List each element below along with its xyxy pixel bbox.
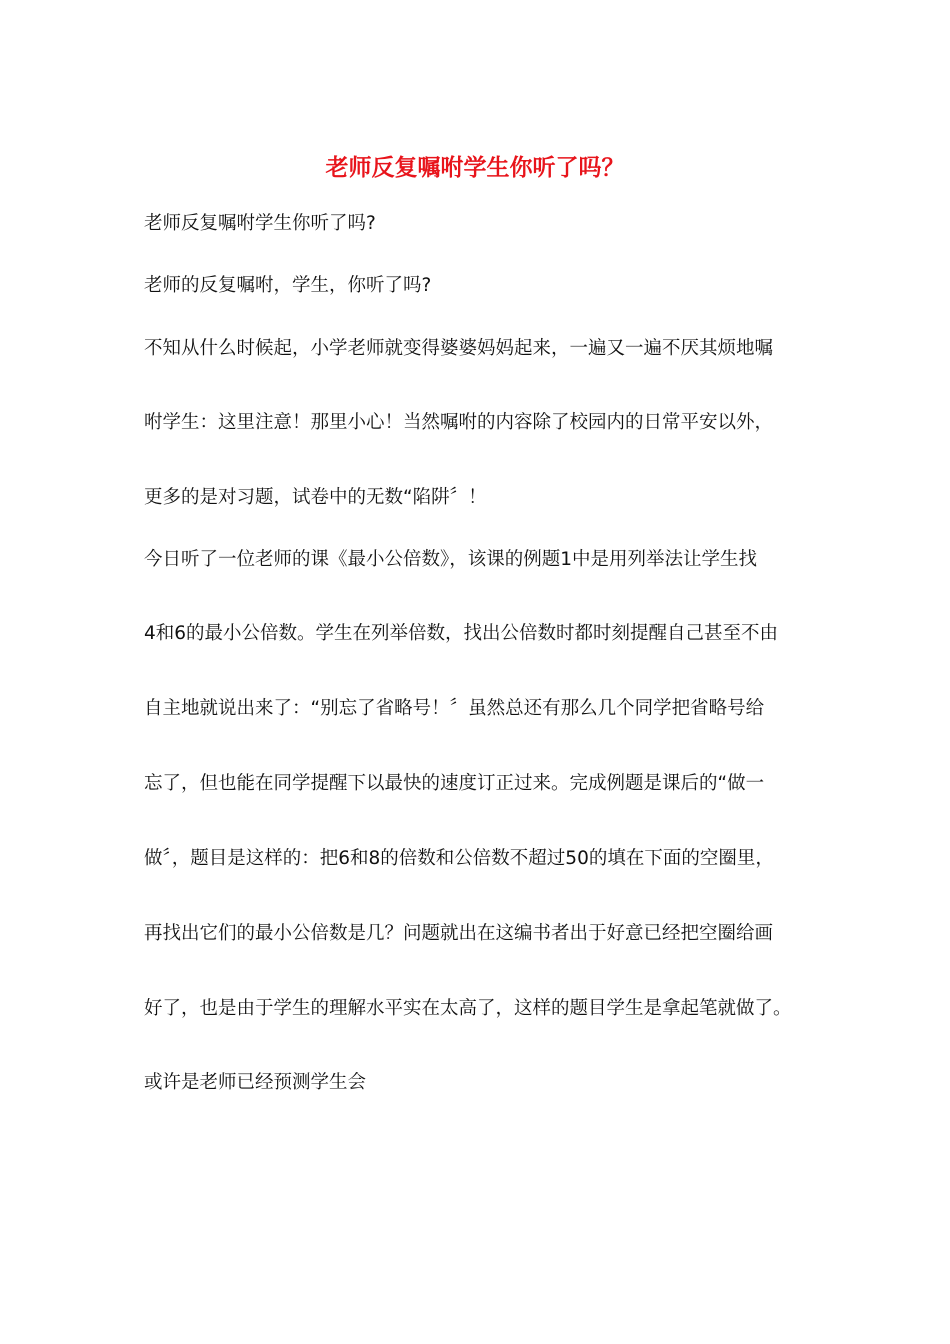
text-line-4: 咐学生：这里注意！那里小心！当然嘱咐的内容除了校园内的日常平安以外， bbox=[144, 412, 774, 433]
text-line-12: 好了，也是由于学生的理解水平实在太高了，这样的题目学生是拿起笔就做了。 bbox=[144, 998, 792, 1019]
text-line-3: 不知从什么时候起，小学老师就变得婆婆妈妈起来，一遍又一遍不厌其烦地嘱 bbox=[144, 338, 774, 359]
text-line-11: 再找出它们的最小公倍数是几？问题就出在这编书者出于好意已经把空圈给画 bbox=[144, 923, 774, 944]
text-line-10: 做〞，题目是这样的：把6和8的倍数和公倍数不超过50的填在下面的空圈里， bbox=[144, 848, 774, 869]
document-title: 老师反复嘱咐学生你听了吗？ bbox=[325, 154, 625, 181]
text-line-9: 忘了，但也能在同学提醒下以最快的速度订正过来。完成例题是课后的“做一 bbox=[144, 773, 765, 794]
text-line-6: 今日听了一位老师的课《最小公倍数》，该课的例题1中是用列举法让学生找 bbox=[144, 549, 758, 570]
text-line-1: 老师反复嘱咐学生你听了吗? bbox=[144, 213, 376, 234]
text-line-8: 自主地就说出来了：“别忘了省略号！〞虽然总还有那么几个同学把省略号给 bbox=[144, 698, 765, 719]
text-line-5: 更多的是对习题，试卷中的无数“陷阱〞！ bbox=[144, 487, 487, 508]
text-line-13: 或许是老师已经预测学生会 bbox=[144, 1072, 367, 1093]
text-line-2: 老师的反复嘱咐，学生，你听了吗? bbox=[144, 275, 432, 296]
text-line-7: 4和6的最小公倍数。学生在列举倍数，找出公倍数时都时刻提醒自己甚至不由 bbox=[144, 623, 779, 644]
